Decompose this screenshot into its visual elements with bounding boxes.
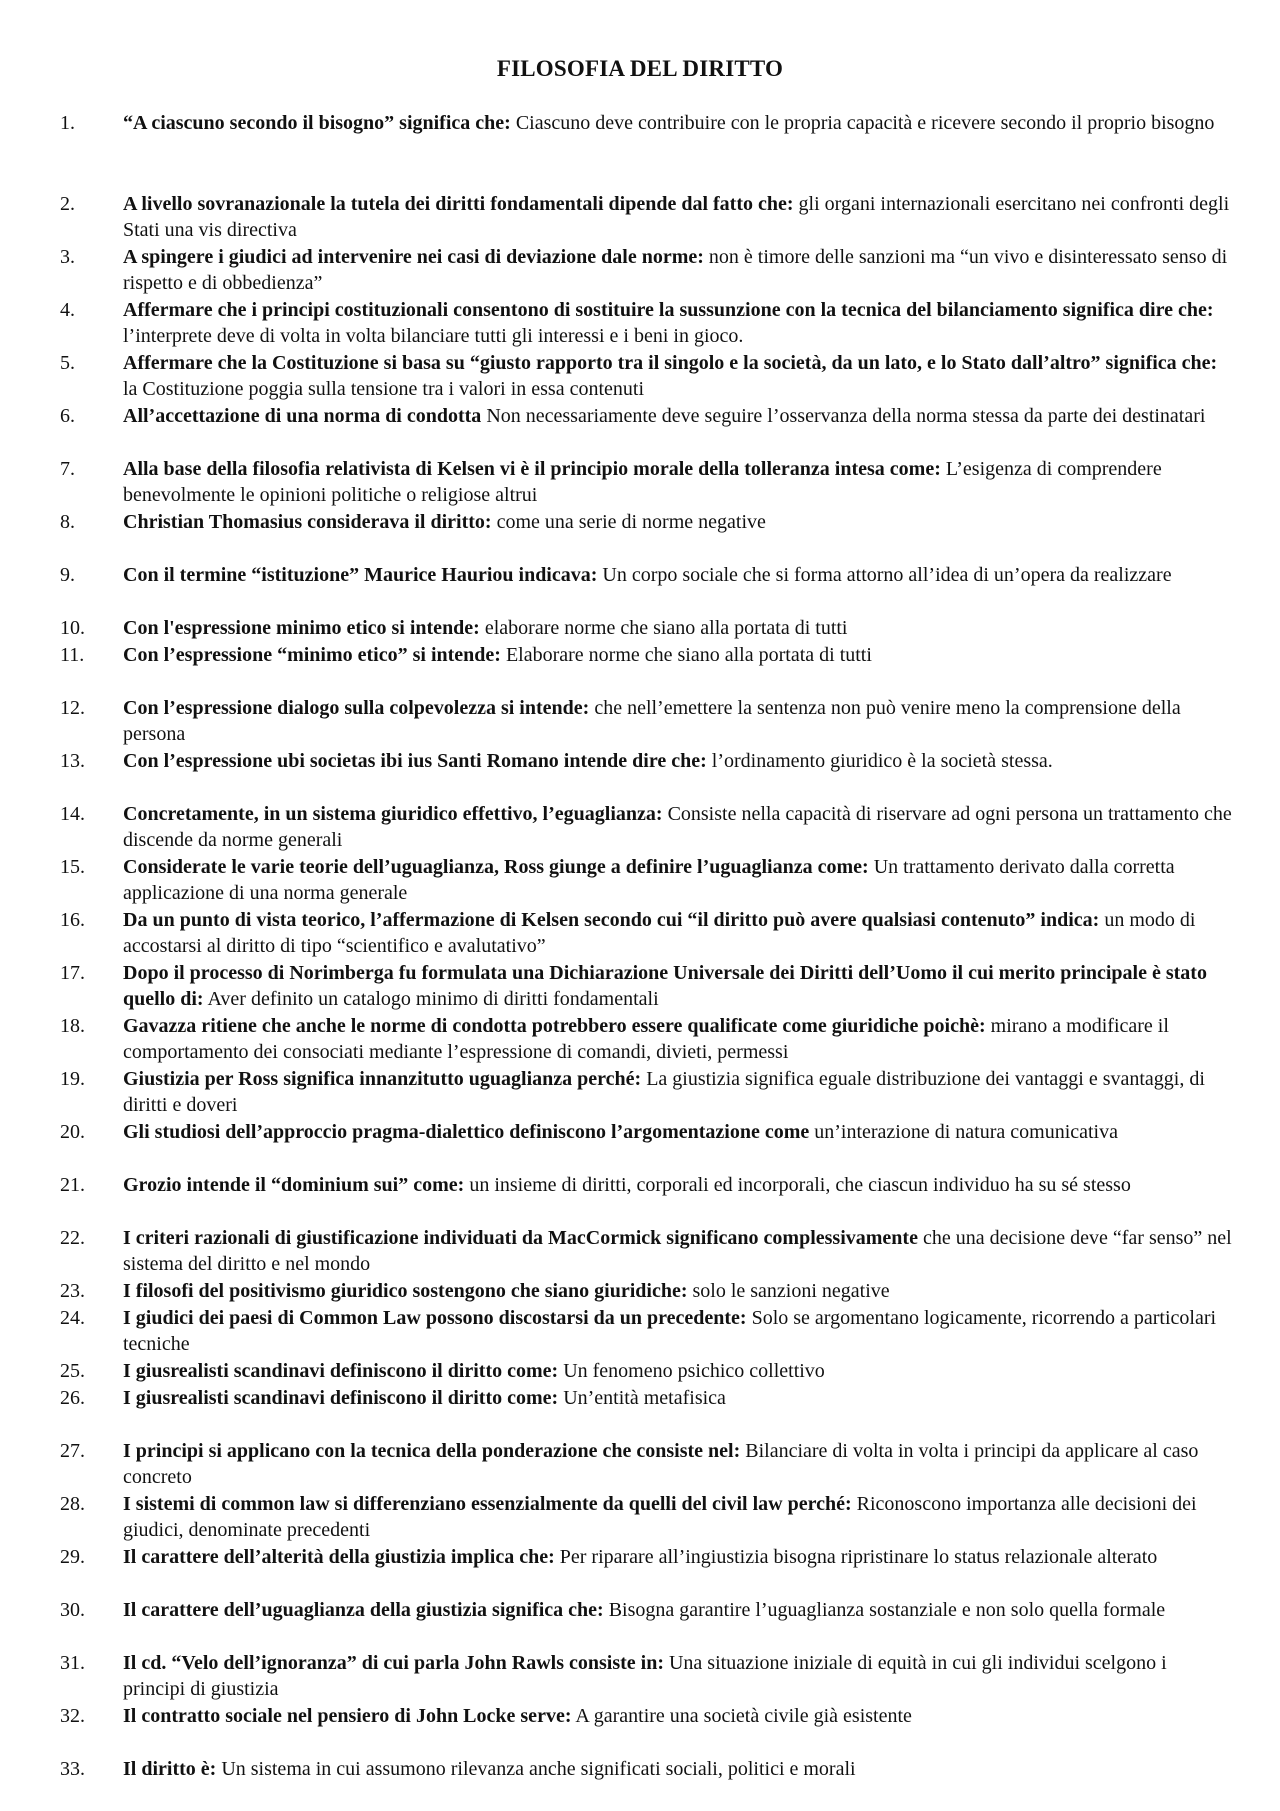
item-text: [123, 748, 1233, 774]
item-number: 7.: [60, 458, 75, 480]
item-question: I filosofi del positivismo giuridico sostengono che siano giuridiche:: [123, 1280, 688, 1302]
item-text: [123, 403, 1233, 429]
item-text: [123, 1358, 1233, 1384]
item-answer: solo le sanzioni negative: [687, 1280, 890, 1302]
item-question: Considerate le varie teorie dell’uguaglianza, Ross giunge a definire l’uguaglianza come:: [123, 856, 869, 878]
item-number: 20.: [60, 1121, 85, 1143]
item-number: 9.: [60, 564, 75, 586]
item-text: [123, 695, 1233, 747]
item-number: 29.: [60, 1546, 85, 1568]
item-number: 21.: [60, 1174, 85, 1196]
item-question: I giusrealisti scandinavi definiscono il diritto come:: [123, 1360, 559, 1382]
item-answer: Bisogna garantire l’uguaglianza sostanziale e non solo quella formale: [603, 1599, 1166, 1621]
item-question: Gavazza ritiene che anche le norme di condotta potrebbero essere qualificate come giuridiche poichè:: [123, 1015, 986, 1037]
item-number: 10.: [60, 617, 85, 639]
item-question: Christian Thomasius considerava il diritto:: [123, 511, 492, 533]
item-question: Affermare che la Costituzione si basa su “giusto rapporto tra il singolo e la società, da un lato, e lo Stato dall’altro” significa che:: [123, 352, 1218, 374]
item-question: Concretamente, in un sistema giuridico effettivo, l’eguaglianza:: [123, 803, 663, 825]
item-question: Il carattere dell’alterità della giustizia implica che:: [123, 1546, 555, 1568]
item-answer: Un’entità metafisica: [558, 1387, 726, 1409]
item-text: [123, 1544, 1233, 1570]
item-number: 17.: [60, 962, 85, 984]
item-text: [123, 1703, 1233, 1729]
item-text: [123, 1066, 1233, 1118]
item-text: [123, 854, 1233, 906]
item-text: [123, 1225, 1233, 1277]
item-answer: un’interazione di natura comunicativa: [809, 1121, 1118, 1143]
item-answer: non è timore delle sanzioni ma “un vivo e disinteressato senso di rispetto e di obbedienza”: [123, 246, 1228, 294]
item-question: I giudici dei paesi di Common Law possono discostarsi da un precedente:: [123, 1307, 747, 1329]
item-number: 26.: [60, 1387, 85, 1409]
item-question: Giustizia per Ross significa innanzitutto uguaglianza perché:: [123, 1068, 642, 1090]
item-answer: Aver definito un catalogo minimo di diritti fondamentali: [203, 988, 659, 1010]
item-question: Grozio intende il “dominium sui” come:: [123, 1174, 465, 1196]
item-number: 33.: [60, 1758, 85, 1780]
item-answer: che nell’emettere la sentenza non può venire meno la comprensione della persona: [123, 697, 1181, 745]
item-question: A spingere i giudici ad intervenire nei casi di deviazione dale norme:: [123, 246, 704, 268]
item-question: I principi si applicano con la tecnica della ponderazione che consiste nel:: [123, 1440, 741, 1462]
item-answer: un insieme di diritti, corporali ed incorporali, che ciascun individuo ha su sé stesso: [464, 1174, 1131, 1196]
item-number: 12.: [60, 697, 85, 719]
item-text: [123, 297, 1233, 349]
item-answer: Bilanciare di volta in volta i principi da applicare al caso concreto: [123, 1440, 1199, 1488]
item-answer: L’esigenza di comprendere benevolmente le opinioni politiche o religiose altrui: [123, 458, 1162, 506]
item-answer: Solo se argomentano logicamente, ricorrendo a particolari tecniche: [123, 1307, 1217, 1355]
item-number: 30.: [60, 1599, 85, 1621]
item-text: [123, 1172, 1233, 1198]
item-number: 15.: [60, 856, 85, 878]
item-text: [123, 1305, 1233, 1357]
item-text: [123, 509, 1233, 535]
item-answer: l’ordinamento giuridico è la società stessa.: [706, 750, 1053, 772]
item-question: All’accettazione di una norma di condotta: [123, 405, 482, 427]
item-question: Affermare che i principi costituzionali consentono di sostituire la sussunzione con la tecnica del bilanciamento significa dire che:: [123, 299, 1214, 321]
item-number: 8.: [60, 511, 75, 533]
item-answer: Elaborare norme che siano alla portata di tutti: [500, 644, 872, 666]
item-number: 5.: [60, 352, 75, 374]
item-number: 2.: [60, 193, 75, 215]
item-text: [123, 1491, 1233, 1543]
item-number: 6.: [60, 405, 75, 427]
item-number: 27.: [60, 1440, 85, 1462]
item-question: Gli studiosi dell’approccio pragma-dialettico definiscono l’argomentazione come: [123, 1121, 810, 1143]
item-number: 25.: [60, 1360, 85, 1382]
item-text: [123, 1385, 1233, 1411]
item-text: [123, 801, 1233, 853]
item-question: Con l’espressione ubi societas ibi ius Santi Romano intende dire che:: [123, 750, 707, 772]
item-text: [123, 191, 1233, 243]
item-number: 3.: [60, 246, 75, 268]
item-answer: Per riparare all’ingiustizia bisogna ripristinare lo status relazionale alterato: [554, 1546, 1158, 1568]
item-question: I giusrealisti scandinavi definiscono il diritto come:: [123, 1387, 559, 1409]
item-question: Con l’espressione dialogo sulla colpevolezza si intende:: [123, 697, 590, 719]
item-question: Alla base della filosofia relativista di Kelsen vi è il principio morale della tolleranza intesa come:: [123, 458, 941, 480]
item-question: Il diritto è:: [123, 1758, 217, 1780]
item-answer: A garantire una società civile già esistente: [571, 1705, 912, 1727]
item-number: 28.: [60, 1493, 85, 1515]
item-text: [123, 456, 1233, 508]
item-text: [123, 1013, 1233, 1065]
item-text: [123, 244, 1233, 296]
item-text: [123, 1278, 1233, 1304]
item-text: [123, 1438, 1233, 1490]
item-text: [123, 1119, 1233, 1145]
item-text: [123, 350, 1233, 402]
item-question: Il carattere dell’uguaglianza della giustizia significa che:: [123, 1599, 604, 1621]
item-text: [123, 1756, 1233, 1782]
item-number: 22.: [60, 1227, 85, 1249]
item-question: Con il termine “istituzione” Maurice Hauriou indicava:: [123, 564, 598, 586]
item-number: 16.: [60, 909, 85, 931]
item-answer: gli organi internazionali esercitano nei confronti degli Stati una vis directiva: [123, 193, 1230, 241]
item-number: 14.: [60, 803, 85, 825]
item-question: Il contratto sociale nel pensiero di John Locke serve:: [123, 1705, 572, 1727]
item-answer: Consiste nella capacità di riservare ad ogni persona un trattamento che discende da norme generali: [123, 803, 1232, 851]
item-text: [123, 1650, 1233, 1702]
item-answer: Un corpo sociale che si forma attorno all’idea di un’opera da realizzare: [597, 564, 1172, 586]
item-question: A livello sovranazionale la tutela dei diritti fondamentali dipende dal fatto che:: [123, 193, 794, 215]
item-text: [123, 907, 1233, 959]
item-question: “A ciascuno secondo il bisogno” significa che:: [123, 112, 511, 134]
item-answer: la Costituzione poggia sulla tensione tra i valori in essa contenuti: [123, 378, 644, 400]
item-answer: mirano a modificare il comportamento dei consociati mediante l’espressione di comandi, divieti, permessi: [123, 1015, 1169, 1063]
item-answer: che una decisione deve “far senso” nel sistema del diritto e nel mondo: [123, 1227, 1232, 1275]
item-number: 4.: [60, 299, 75, 321]
item-text: [123, 615, 1233, 641]
item-number: 32.: [60, 1705, 85, 1727]
item-answer: l’interprete deve di volta in volta bilanciare tutti gli interessi e i beni in gioco.: [123, 325, 744, 347]
item-number: 18.: [60, 1015, 85, 1037]
item-question: Da un punto di vista teorico, l’affermazione di Kelsen secondo cui “il diritto può avere qualsiasi contenuto” indica:: [123, 909, 1100, 931]
item-answer: Una situazione iniziale di equità in cui gli individui scelgono i principi di giustizia: [123, 1652, 1167, 1700]
item-text: [123, 110, 1233, 136]
item-number: 1.: [60, 112, 75, 134]
item-text: [123, 642, 1233, 668]
item-number: 11.: [60, 644, 85, 666]
item-question: Con l'espressione minimo etico si intende:: [123, 617, 480, 639]
item-number: 19.: [60, 1068, 85, 1090]
item-answer: come una serie di norme negative: [491, 511, 766, 533]
page-title: FILOSOFIA DEL DIRITTO: [496, 56, 784, 81]
item-question: Dopo il processo di Norimberga fu formulata una Dichiarazione Universale dei Diritti dell’Uomo il cui merito principale è stato quello di:: [123, 962, 1207, 1010]
item-number: 23.: [60, 1280, 85, 1302]
item-answer: un modo di accostarsi al diritto di tipo “scientifico e avalutativo”: [123, 909, 1196, 957]
item-answer: La giustizia significa eguale distribuzione dei vantaggi e svantaggi, di diritti e doveri: [123, 1068, 1205, 1116]
item-answer: Ciascuno deve contribuire con le propria capacità e ricevere secondo il proprio bisogno: [510, 112, 1215, 134]
item-number: 13.: [60, 750, 85, 772]
item-answer: Riconoscono importanza alle decisioni dei giudici, denominate precedenti: [123, 1493, 1197, 1541]
item-text: [123, 1597, 1233, 1623]
item-text: [123, 562, 1233, 588]
item-question: Il cd. “Velo dell’ignoranza” di cui parla John Rawls consiste in:: [123, 1652, 664, 1674]
item-text: [123, 960, 1233, 1012]
item-number: 24.: [60, 1307, 85, 1329]
item-number: 31.: [60, 1652, 85, 1674]
item-answer: Un trattamento derivato dalla corretta applicazione di una norma generale: [123, 856, 1175, 904]
item-question: Con l’espressione “minimo etico” si intende:: [123, 644, 501, 666]
item-question: I sistemi di common law si differenziano essenzialmente da quelli del civil law perché:: [123, 1493, 852, 1515]
item-answer: elaborare norme che siano alla portata di tutti: [479, 617, 848, 639]
item-answer: Un sistema in cui assumono rilevanza anche significati sociali, politici e morali: [216, 1758, 856, 1780]
item-question: I criteri razionali di giustificazione individuati da MacCormick significano complessivamente: [123, 1227, 918, 1249]
item-answer: Non necessariamente deve seguire l’osservanza della norma stessa da parte dei destinatari: [481, 405, 1206, 427]
item-answer: Un fenomeno psichico collettivo: [558, 1360, 825, 1382]
